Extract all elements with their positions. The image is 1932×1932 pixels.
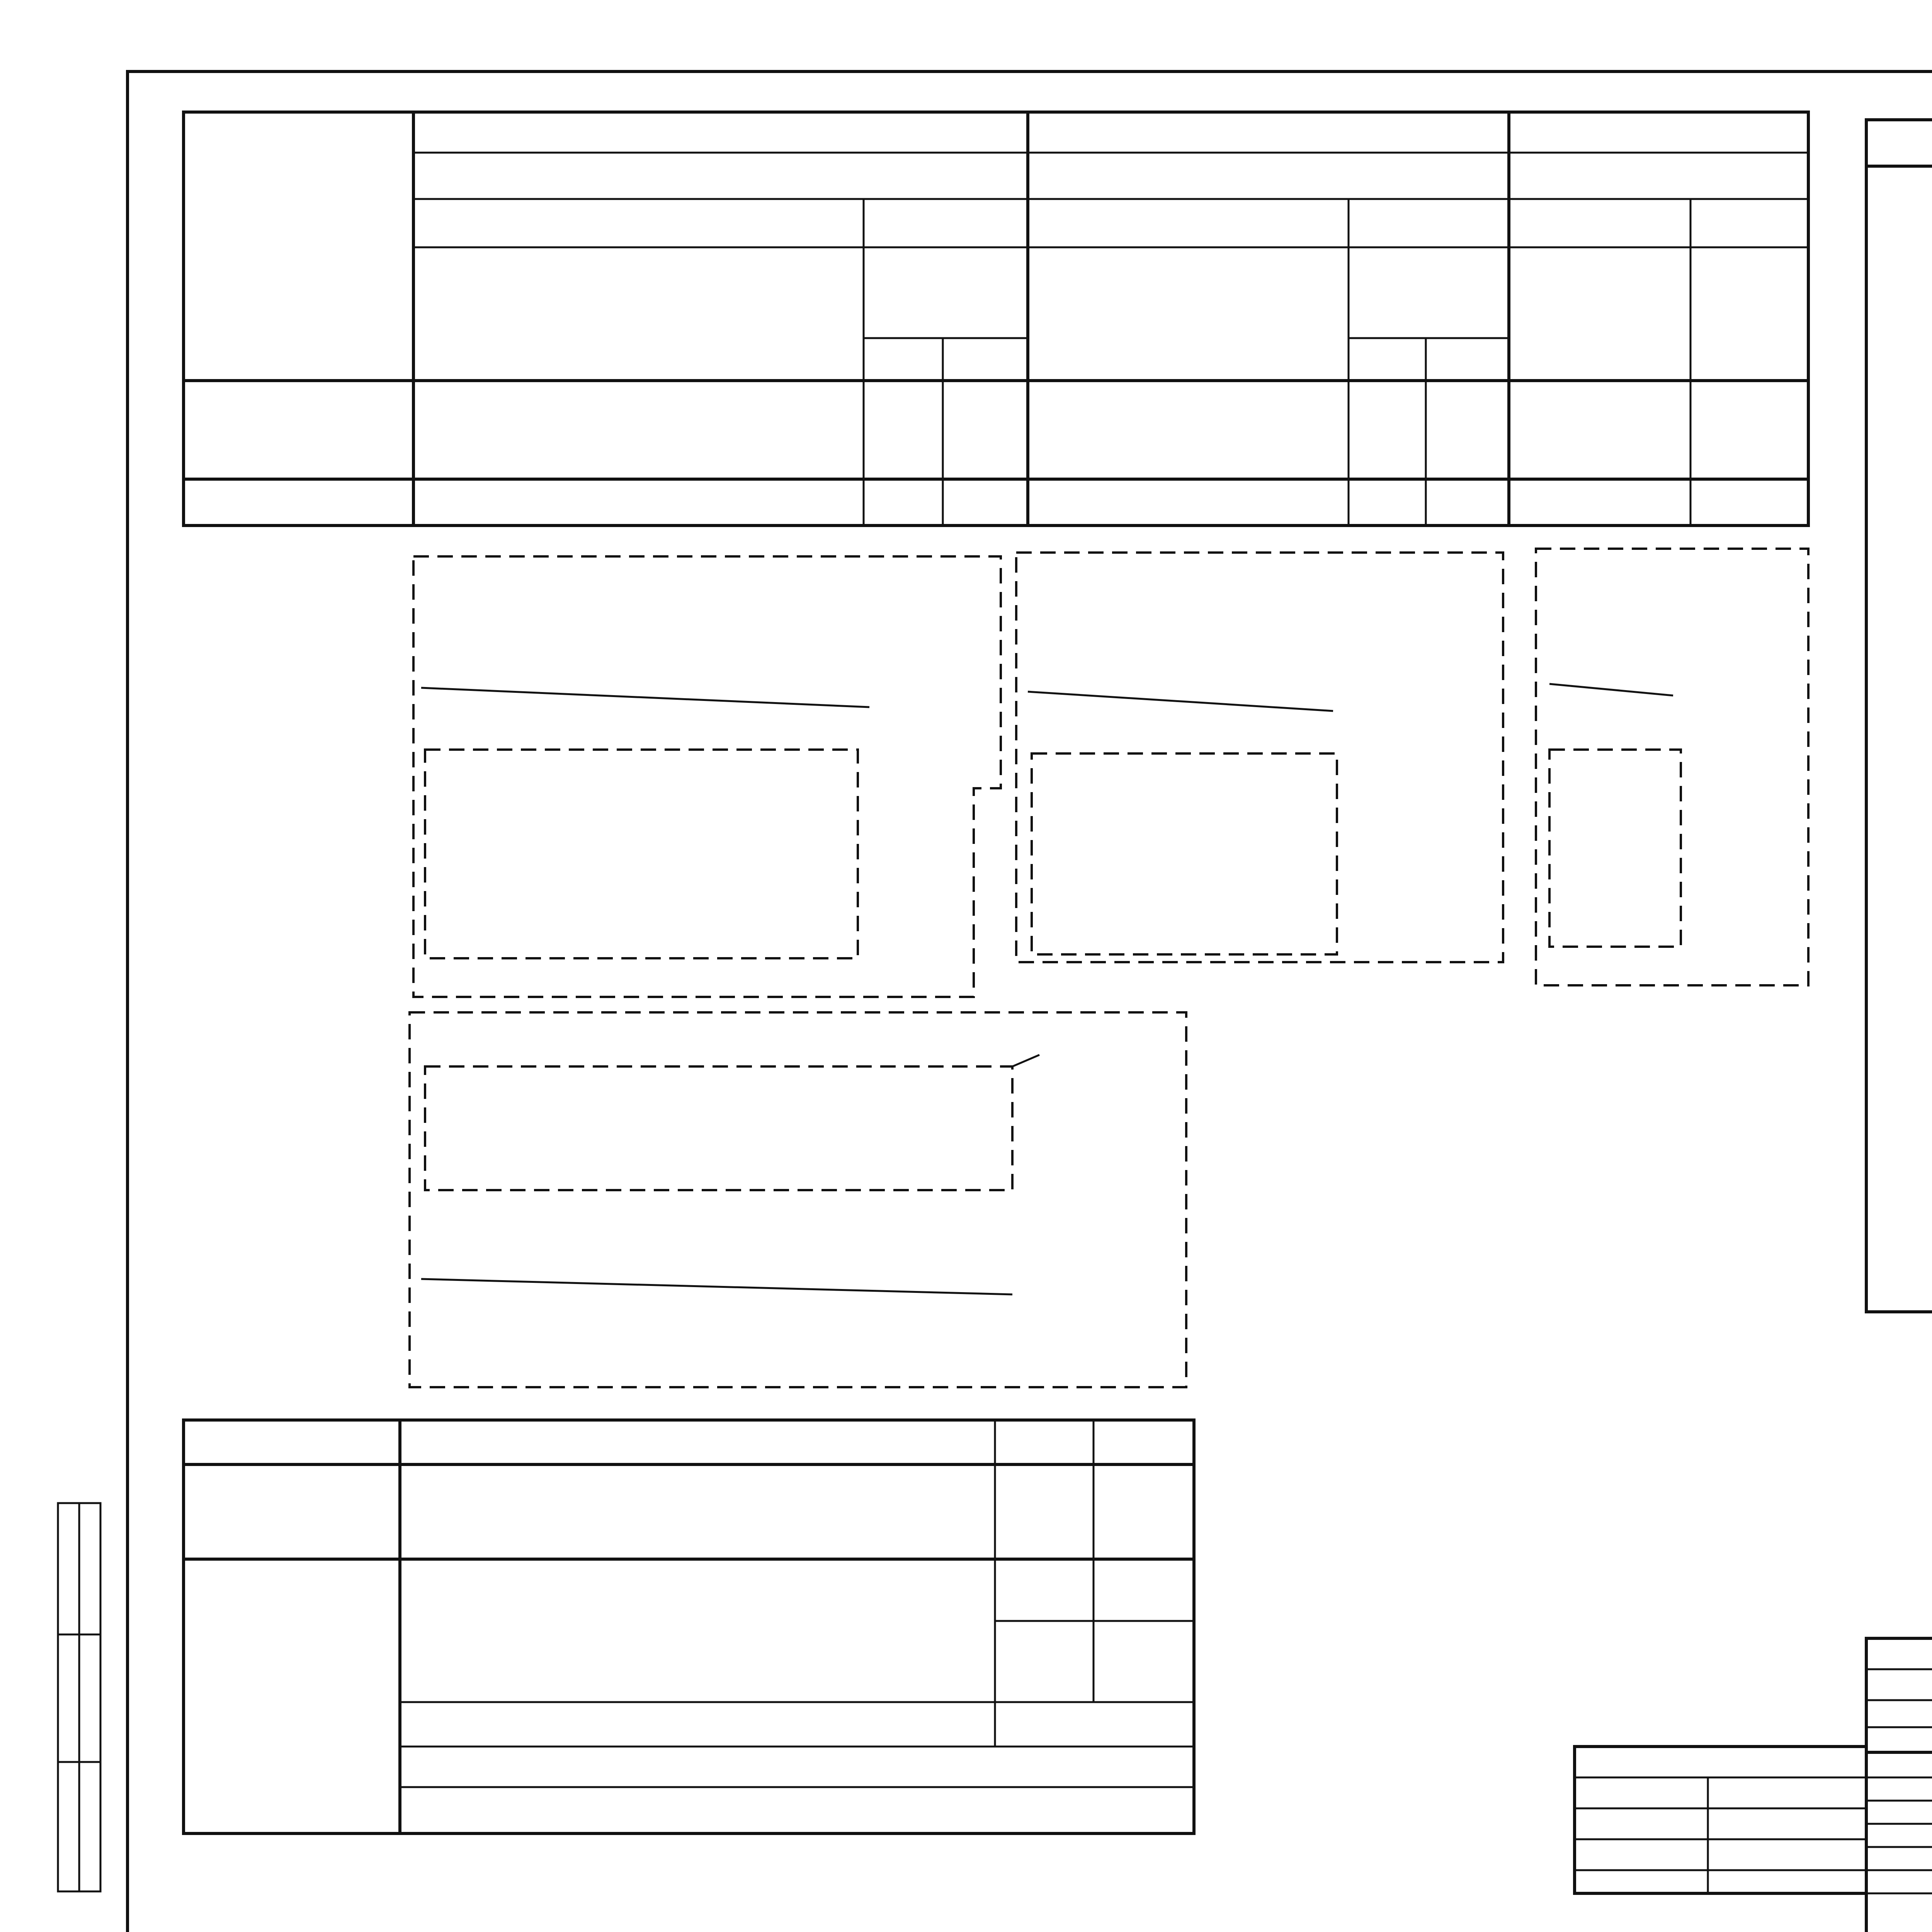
scheme1-block-outline [413, 556, 1001, 997]
specification-table [1866, 120, 1932, 1312]
scheme1-stand-outline [425, 750, 858, 958]
connection-schemes [410, 549, 1808, 1387]
bottom-parameter-table [184, 1420, 1194, 1833]
sheet-frame [128, 71, 1932, 1932]
left-strip [58, 1503, 100, 1891]
scheme3-stand-outline [1549, 750, 1681, 947]
scheme3-block-outline [1536, 549, 1808, 985]
top-parameter-table [184, 112, 1808, 526]
scheme2-block-outline [1016, 553, 1503, 962]
scheme2-stand-outline [1032, 753, 1337, 954]
title-block [1575, 1638, 1932, 1932]
scheme4-stand-outline [425, 1066, 1012, 1190]
scheme4-block-outline [410, 1012, 1186, 1387]
